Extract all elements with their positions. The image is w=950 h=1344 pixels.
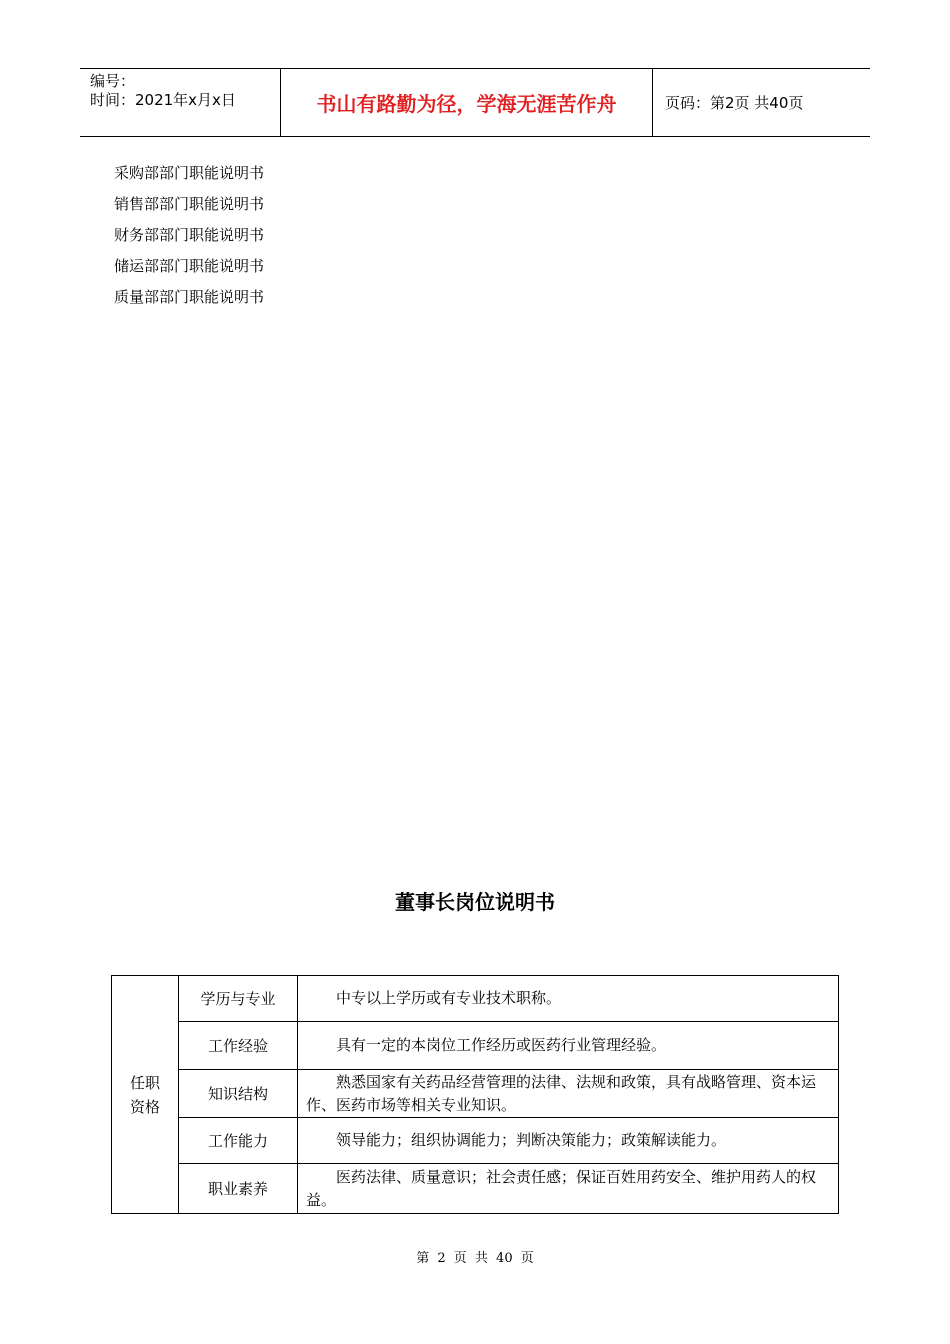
row-label: 工作经验 xyxy=(179,1022,298,1070)
document-date: 时间：2021年x月x日 xyxy=(90,91,236,109)
row-label: 知识结构 xyxy=(179,1070,298,1118)
page-footer: 第 2 页 共 40 页 xyxy=(416,1251,534,1266)
page-header xyxy=(80,68,870,137)
document-title: 董事长岗位说明书 xyxy=(395,890,555,914)
qualification-group-label xyxy=(112,976,179,1214)
qualification-table xyxy=(111,975,839,1214)
header-meta xyxy=(80,69,281,136)
row-content: 医药法律、质量意识；社会责任感；保证百姓用药安全、维护用药人的权益。 xyxy=(298,1164,839,1214)
header-motto: 书山有路勤为径，学海无涯苦作舟 xyxy=(281,69,653,136)
row-content: 领导能力；组织协调能力；判断决策能力；政策解读能力。 xyxy=(298,1118,839,1164)
table-row xyxy=(112,1070,839,1118)
row-label: 学历与专业 xyxy=(179,976,298,1022)
toc-item: 储运部部门职能说明书 xyxy=(114,257,265,275)
toc-list xyxy=(114,160,264,315)
document-number: 编号： xyxy=(90,72,136,90)
row-label: 工作能力 xyxy=(179,1118,298,1164)
table-row xyxy=(112,1022,839,1070)
group-label-line: 资格 xyxy=(129,1097,160,1116)
header-page-info: 页码：第2页 共40页 xyxy=(665,94,804,112)
row-content: 熟悉国家有关药品经营管理的法律、法规和政策，具有战略管理、资本运作、医药市场等相关专业知识。 xyxy=(298,1070,839,1118)
row-content: 中专以上学历或有专业技术职称。 xyxy=(298,976,839,1022)
toc-item: 销售部部门职能说明书 xyxy=(114,195,265,213)
row-content: 具有一定的本岗位工作经历或医药行业管理经验。 xyxy=(298,1022,839,1070)
table-row xyxy=(112,1118,839,1164)
group-label-line: 任职 xyxy=(129,1073,160,1092)
table-row xyxy=(112,976,839,1022)
toc-item: 财务部部门职能说明书 xyxy=(114,226,265,244)
row-label: 职业素养 xyxy=(179,1164,298,1214)
toc-item: 质量部部门职能说明书 xyxy=(114,288,265,306)
toc-item: 采购部部门职能说明书 xyxy=(114,164,265,182)
table-row xyxy=(112,1164,839,1214)
